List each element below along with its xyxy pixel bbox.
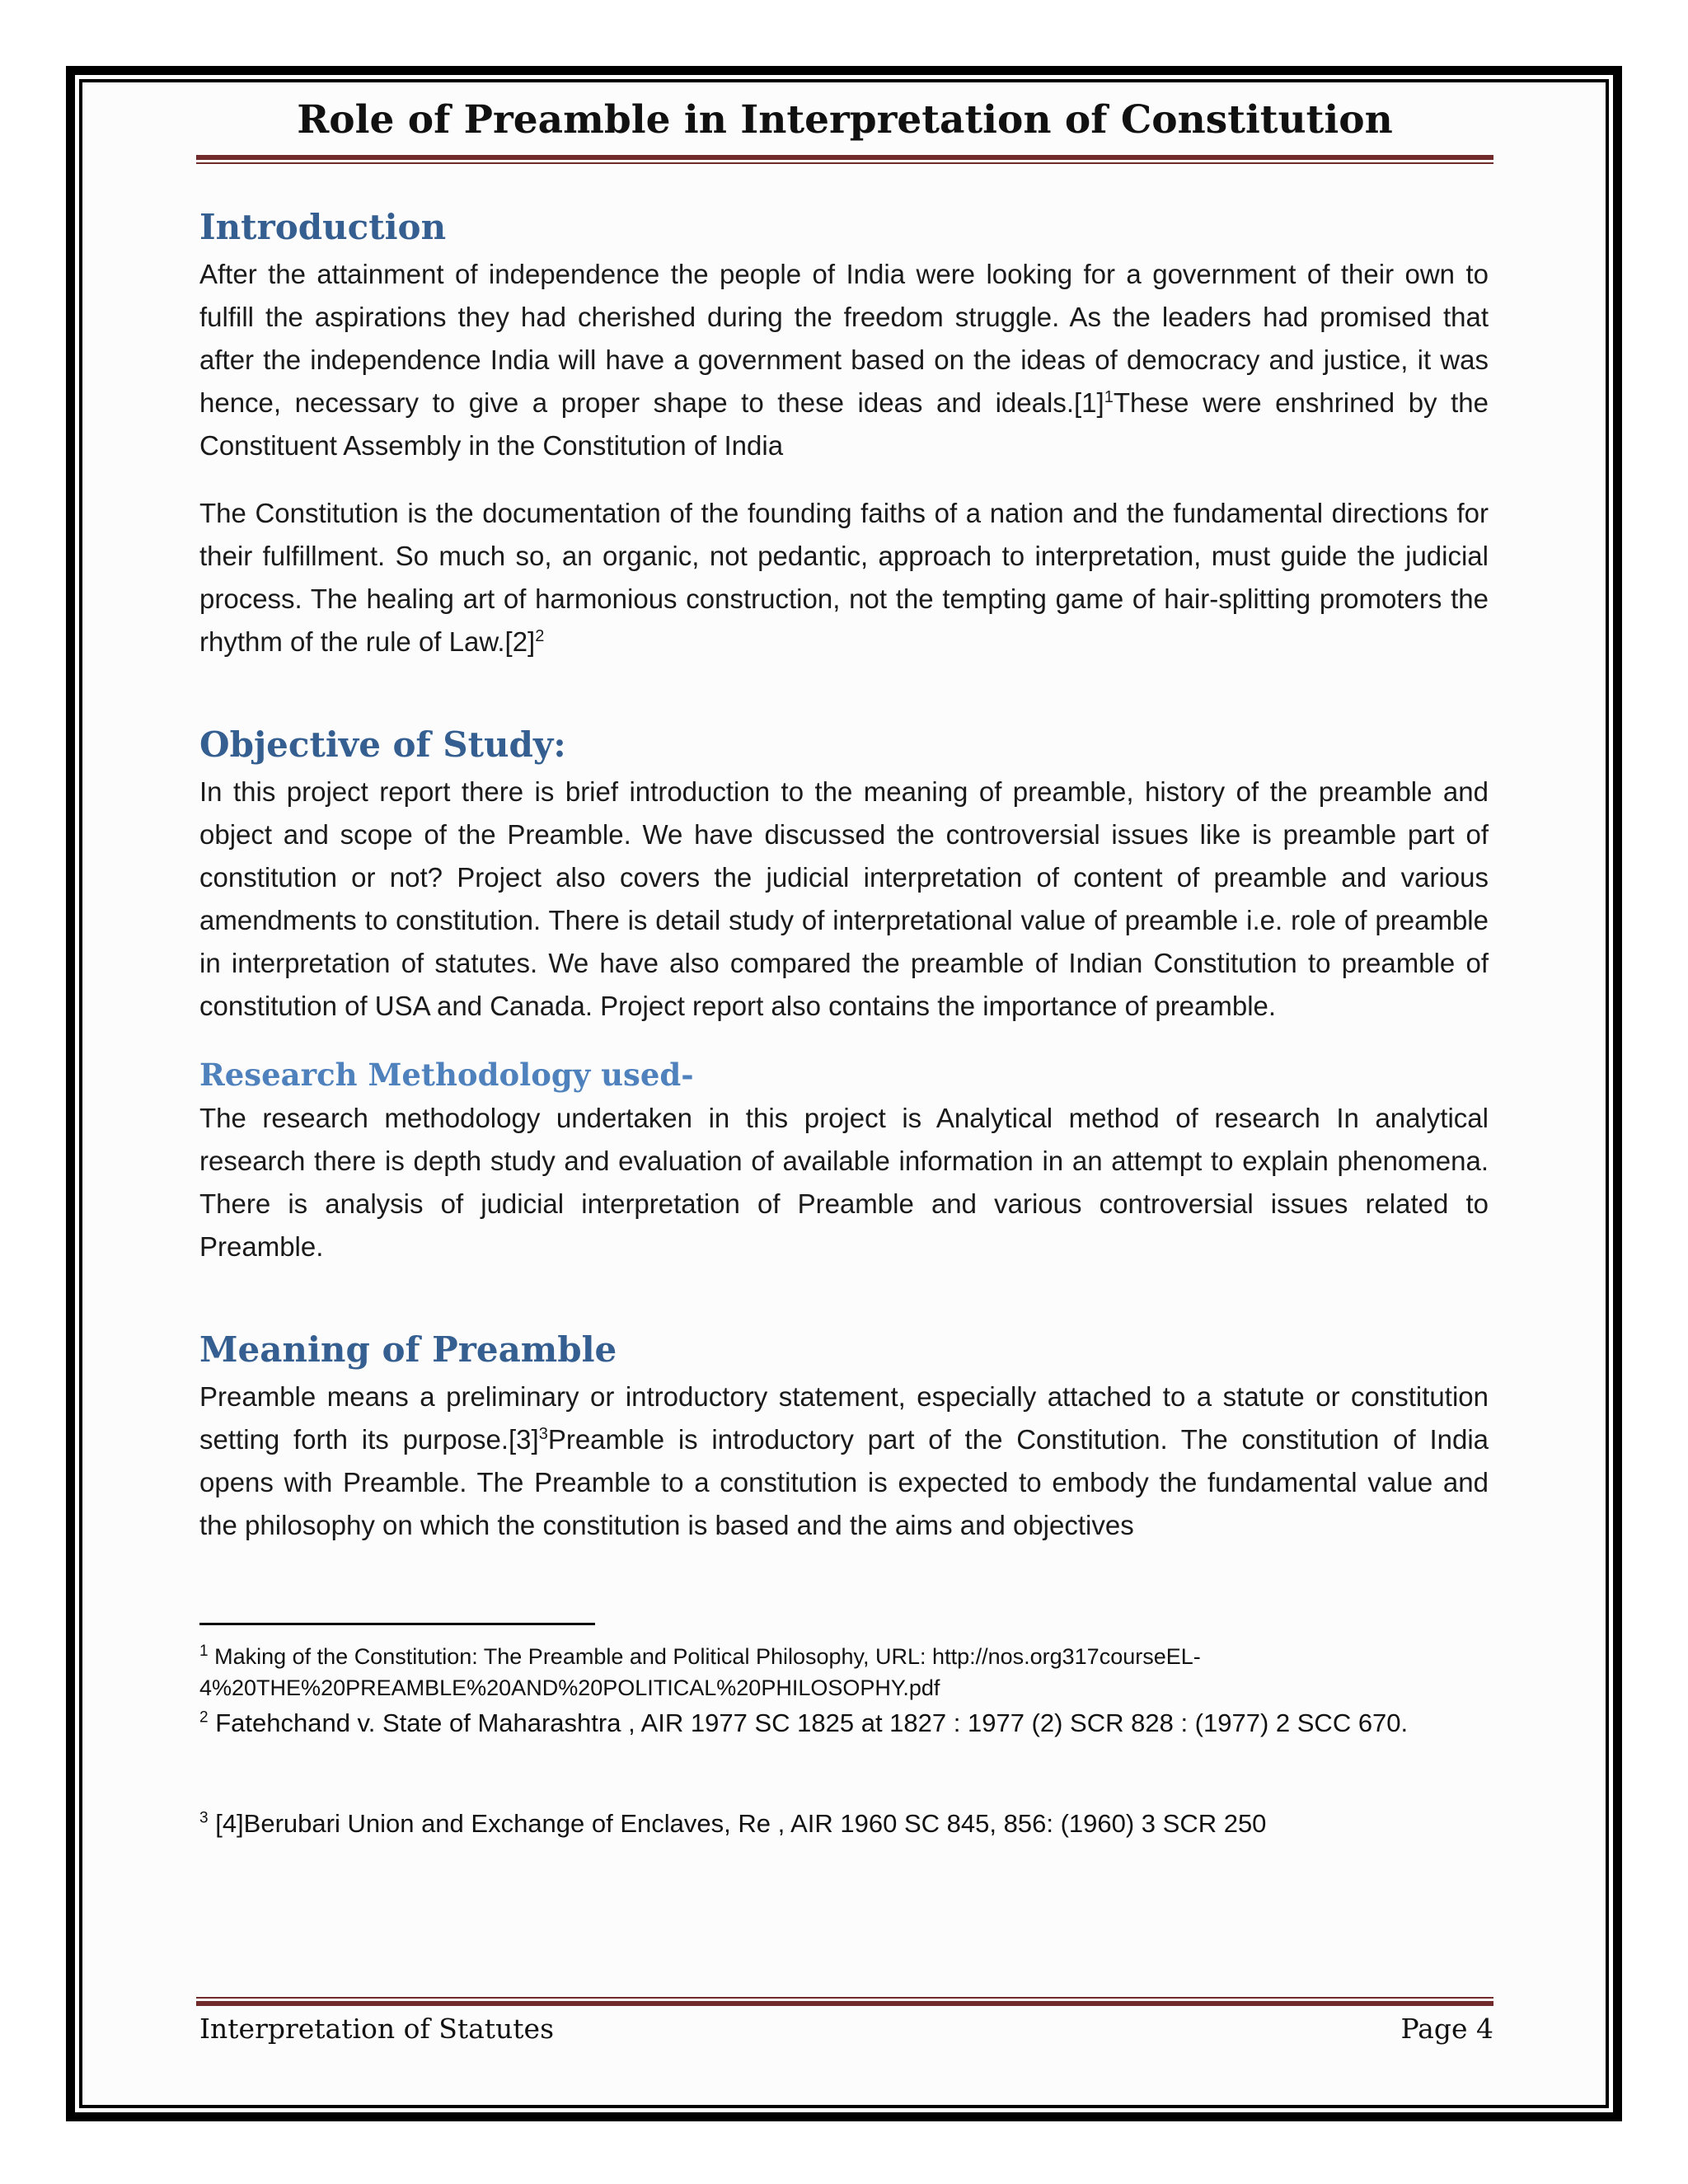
introduction-p2-text: The Constitution is the documentation of the founding faiths of a nation and the fundamental directions for their fulfillment. So much so, an organic, not pedantic, approach to interpretation, must guide the judicial process. The healing art of harmonious construction, not the tempting game of hair-splitting promoters the rhythm of the rule of Law.[2] [199, 498, 1489, 657]
footnote-3-text: [4]Berubari Union and Exchange of Enclaves, Re , AIR 1960 SC 845, 856: (1960) 3 SCR 250 [215, 1809, 1267, 1838]
footer-rule-thin [196, 1997, 1493, 1999]
footnote-2-number: 2 [199, 1708, 209, 1727]
footnote-1 [199, 1641, 1489, 1704]
meaning-section [199, 1324, 1489, 1547]
page-number: Page 4 [1400, 2013, 1493, 2045]
footnote-1-text: Making of the Constitution: The Preamble and Political Philosophy, URL: http://nos.org317courseEL-4%20THE%20PREAMBLE%20AND%20POLITICAL%20PHILOSOPHY.pdf [199, 1644, 1201, 1700]
meaning-text-b: Preamble is introductory part of the Constitution. The constitution of India opens with Preamble. The Preamble to a constitution is expected to embody the fundamental value and the philosophy on which the constitution is based and the aims and objectives [199, 1424, 1489, 1540]
document-body [199, 202, 1489, 1547]
page-footer [199, 2013, 1493, 2045]
introduction-heading: Introduction [199, 207, 447, 247]
meaning-paragraph [199, 1376, 1489, 1547]
methodology-heading: Research Methodology used- [199, 1057, 694, 1093]
introduction-paragraph-1 [199, 253, 1489, 467]
footnote-ref-1[interactable]: 1 [1104, 388, 1114, 406]
footnote-2-text: Fatehchand v. State of Maharashtra , AIR 1977 SC 1825 at 1827 : 1977 (2) SCR 828 : (1977) 2 SCC 670. [215, 1708, 1409, 1737]
footnote-3 [199, 1806, 1489, 1842]
footnotes [199, 1641, 1489, 1842]
introduction-paragraph-2 [199, 492, 1489, 663]
meaning-heading: Meaning of Preamble [199, 1329, 617, 1370]
methodology-paragraph: The research methodology undertaken in this project is Analytical method of research In analytical research there is depth study and evaluation of available information in an attempt to explain phenomena. There is analysis of judicial interpretation of Preamble and various controversial issues related to Preamble. [199, 1103, 1489, 1262]
methodology-section [199, 1052, 1489, 1268]
objective-paragraph: In this project report there is brief introduction to the meaning of preamble, history of the preamble and object and scope of the Preamble. We have discussed the controversial issues like is preamble part of constitution or not? Project also covers the judicial interpretation of content of preamble and various amendments to constitution. There is detail study of interpretational value of preamble i.e. role of preamble in interpretation of statutes. We have also compared the preamble of Indian Constitution to preamble of constitution of USA and Canada. Project report also contains the importance of preamble. [199, 776, 1489, 1021]
footnote-2 [199, 1705, 1489, 1741]
footer-rule [196, 2001, 1493, 2006]
introduction-p1-text: After the attainment of independence the people of India were looking for a government of their own to fulfill the aspirations they had cherished during the freedom struggle. As the leaders had promised that after the independence India will have a government based on the ideas of democracy and justice, it was hence, necessary to give a proper shape to these ideas and ideals.[1] [199, 259, 1489, 418]
footnote-ref-2[interactable]: 2 [535, 627, 545, 645]
header-rule-thin [196, 162, 1493, 164]
footnote-1-number: 1 [199, 1643, 209, 1660]
objective-section [199, 719, 1489, 1028]
footer-left: Interpretation of Statutes [199, 2013, 554, 2045]
meaning-text-a: Preamble means a preliminary or introductory statement, especially attached to a statute or constitution setting forth its purpose.[3] [199, 1381, 1489, 1455]
objective-heading: Objective of Study: [199, 724, 566, 765]
footnote-separator [199, 1623, 595, 1625]
footnote-3-number: 3 [199, 1809, 209, 1827]
introduction-section [199, 202, 1489, 663]
footnote-ref-3[interactable]: 3 [538, 1425, 548, 1443]
header-rule [196, 155, 1493, 160]
introduction-p1-tail: These were enshrined by the Constituent Assembly in the Constitution of India [199, 387, 1489, 461]
page-header-title: Role of Preamble in Interpretation of Constitution [297, 97, 1393, 143]
